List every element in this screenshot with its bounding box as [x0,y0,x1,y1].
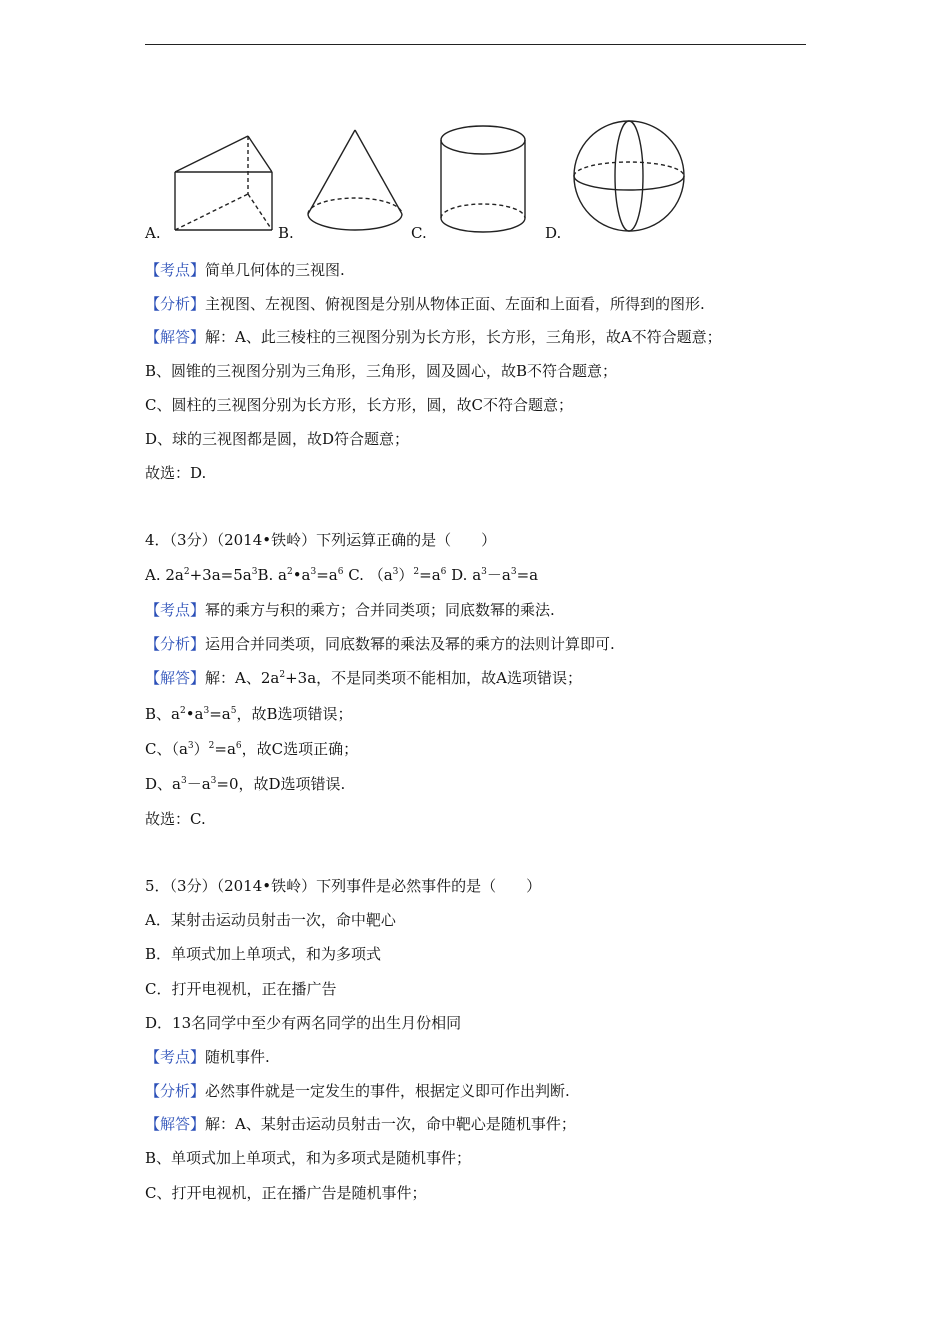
q3-line-c: C、圆柱的三视图分别为长方形，长方形，圆，故C不符合题意； [145,396,573,414]
jieda-tag: 【解答】 [145,669,206,687]
exp: 6 [235,741,242,751]
jieda-text: 解：A、此三棱柱的三视图分别为长方形，长方形，三角形，故A不符合题意； [205,328,722,346]
q4-jieda [145,668,582,688]
q4-answer: 故选：C. [145,810,206,828]
opt-a-suffix: B. [257,566,274,584]
option-label-b: B. [278,224,294,242]
opt-c-suffix: =a [419,566,441,584]
prism-figure [173,118,283,234]
jieda-text: 解：A、某射击运动员射击一次，命中靶心是随机事件； [205,1115,576,1133]
opt-c-prefix: C. （a [343,566,393,584]
line-b-mid2: =a [209,705,231,723]
q3-line-b: B、圆锥的三视图分别为三角形，三角形，圆及圆心，故B不符合题意； [145,362,618,380]
jieda-tag: 【解答】 [145,328,206,346]
q5-fenxi [145,1081,570,1101]
fenxi-tag: 【分析】 [145,295,206,313]
q4-fenxi [145,634,615,654]
cone-figure [305,118,407,238]
opt-a-prefix: A. 2a [145,566,184,584]
exp: 3 [392,567,399,577]
q4-options [145,565,538,585]
line-c-post: ，故C选项正确； [241,740,359,758]
q5-line-c: C、打开电视机，正在播广告是随机事件； [145,1184,427,1202]
q5-option-d: D．13名同学中至少有两名同学的出生月份相同 [145,1014,462,1032]
kaodian-text: 简单几何体的三视图. [205,261,345,279]
q3-answer: 故选：D. [145,464,207,482]
q4-line-c [145,739,358,759]
fenxi-tag: 【分析】 [145,635,206,653]
option-label-a: A. [145,224,161,242]
opt-d-suffix: =a [516,566,539,584]
q4-kaodian [145,600,555,620]
line-d-mid: －a [186,775,211,793]
exp: 6 [337,567,344,577]
exp: 2 [179,706,186,716]
q4-line-d [145,774,345,794]
kaodian-tag: 【考点】 [145,261,206,279]
exp: 3 [203,706,210,716]
q5-stem: 5．（3分）（2014•铁岭）下列事件是必然事件的是（ ） [145,877,542,895]
line-d-post: =0，故D选项错误. [216,775,346,793]
opt-b-suffix: =a [316,566,338,584]
exp: 3 [187,741,194,751]
fenxi-text: 必然事件就是一定发生的事件，根据定义即可作出判断. [205,1082,570,1100]
jieda-tag: 【解答】 [145,1115,206,1133]
opt-b-prefix: a [273,566,287,584]
q5-jieda [145,1114,576,1134]
q3-kaodian [145,260,345,280]
line-b-mid: •a [185,705,204,723]
q3-jieda [145,327,722,347]
line-c-mid: ） [193,740,209,758]
line-c-pre: C、（a [145,740,188,758]
line-b-pre: B、a [145,705,180,723]
q5-option-c: C．打开电视机，正在播广告 [145,980,337,998]
q4-stem: 4．（3分）（2014•铁岭）下列运算正确的是（ ） [145,531,497,549]
opt-d-prefix: D. a [446,566,482,584]
option-label-d: D. [545,224,562,242]
cylinder-figure [437,118,529,238]
kaodian-text: 幂的乘方与积的乘方；合并同类项；同底数幂的乘法. [205,601,555,619]
opt-a-mid: +3a=5a [189,566,252,584]
fenxi-text: 主视图、左视图、俯视图是分别从物体正面、左面和上面看，所得到的图形. [205,295,705,313]
exp: 3 [210,776,217,786]
jieda-post: +3a，不是同类项不能相加，故A选项错误； [285,669,582,687]
q3-fenxi [145,294,705,314]
exp: 2 [286,567,293,577]
q5-kaodian [145,1047,270,1067]
exp: 2 [279,670,286,680]
q4-line-b [145,704,353,724]
kaodian-text: 随机事件. [205,1048,270,1066]
kaodian-tag: 【考点】 [145,1048,206,1066]
figure-options [145,118,745,248]
option-label-c: C. [411,224,427,242]
kaodian-tag: 【考点】 [145,601,206,619]
opt-c-mid: ） [398,566,414,584]
exp: 3 [510,567,517,577]
exp: 3 [251,567,258,577]
exp: 2 [413,567,420,577]
fenxi-tag: 【分析】 [145,1082,206,1100]
header-rule [145,44,806,45]
sphere-figure [571,118,687,234]
exp: 6 [440,567,447,577]
exp: 3 [180,776,187,786]
q5-option-b: B．单项式加上单项式，和为多项式 [145,945,382,963]
exp: 2 [183,567,190,577]
exp: 2 [208,741,215,751]
q5-option-a: A．某射击运动员射击一次，命中靶心 [145,911,396,929]
line-c-mid2: =a [214,740,236,758]
fenxi-text: 运用合并同类项，同底数幂的乘法及幂的乘方的法则计算即可. [205,635,615,653]
jieda-pre: 解：A、2a [205,669,280,687]
line-b-post: ，故B选项错误； [236,705,353,723]
opt-d-mid: －a [486,566,511,584]
line-d-pre: D、a [145,775,181,793]
exp: 3 [481,567,487,577]
exp: 3 [310,567,317,577]
q3-line-d: D、球的三视图都是圆，故D符合题意； [145,430,410,448]
q5-line-b: B、单项式加上单项式，和为多项式是随机事件； [145,1149,472,1167]
opt-b-mid: •a [292,566,311,584]
exp: 5 [230,706,237,716]
